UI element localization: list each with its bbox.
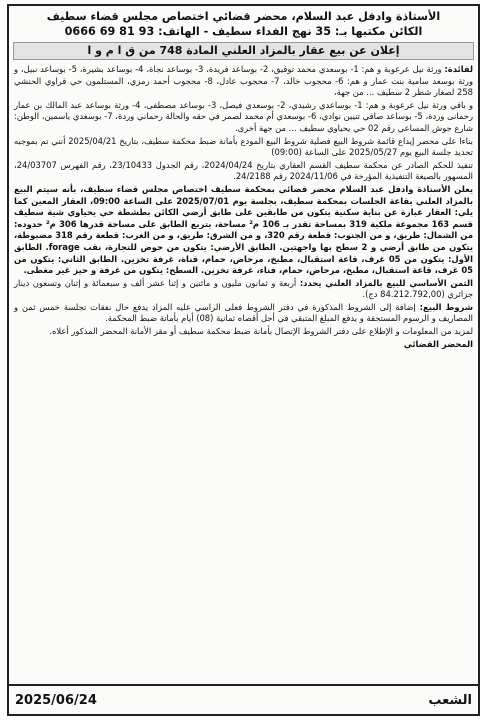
sale-conditions-label: شروط البيع: <box>419 301 473 312</box>
beneficiaries-paragraph <box>14 64 473 99</box>
info-paragraph: لمزيد من المعلومات و الإطلاع على دفتر الشروط الإتصال بأمانة ضبط محكمة سطيف أو مقر الأمانة المحضر المذكور أعلاه. <box>49 326 473 337</box>
bailiff-address-line: الكائن مكتبها بـ: 35 نهج الفداء سطيف - الهاتف: 93 81 69 0666 <box>64 25 423 38</box>
legal-notice-page <box>7 4 480 716</box>
bailiff-header <box>9 6 478 39</box>
newspaper-footer <box>9 684 478 714</box>
sale-conditions-paragraph <box>14 302 473 325</box>
deposit-paragraph: بناءا على محضر إيداع قائمة شروط البيع فصلية شروط البيع المودع بأمانة ضبط محكمة سطيف، بتاريخ 2025/04/21 أنني تم بموجبه تحديد جلسة البيع يوم 2025/05/27 على الساعة (09:00) <box>14 135 473 158</box>
newspaper-name: الشعب <box>428 692 472 708</box>
beneficiaries-label: لفائدة: <box>444 64 474 74</box>
judgment-paragraph: تنفيذ للحكم الصادر عن محكمة سطيف القسم العقاري بتاريخ 2024/04/24، رقم الجدول 23/10433، رقم الفهرس 24/03707، المسهور بالصيغة التنفيذية المؤرخة في 2024/11/06 رقم 24/2188. <box>14 159 473 182</box>
announcement-paragraph: يعلن الأستاذة وادفل عبد السلام محضر قضائي بمحكمة سطيف اختصاص مجلس قضاء سطيف، بأنه سيتم البيع بالمزاد العلني بقاعة الجلسات بمحكمة سطيف، بجلسة يوم 2025/07/01 على الساعة 09:00، العقار المعين كما يلي: العقار عبارة عن بناية سكنية يتكون من طابقين على طابق أرضي الكائن بطشطة حي يحياوي شية سطيف قسم 163 مجموعة ملكية 319 بمساحة تقدر بـ 106 م² مساحة، يتربع الطابق على مساحة قدرها 306 م² حدوده: من الشمال: طريق، و من الجنوب: قطعة رقم 320، و من الشرق: طريق، و من الغرب: قطعة رقم 318 مضبوطة، يتكون من طابق أرضي و 2 سطح بها واجهتين. الطابق الأرضي: يتكون من حوض للتجارة، نقب forage. الطابق الأول: يتكون من 05 غرف، قاعة استقبال، مطبخ، مرحاض، حمام، قناة، غرفة تخزين. الطابق الثاني: يتكون من 05 غرف، قاعة استقبال، مطبخ، مرحاض، حمام، فناء، غرفة تخزين. السطح: يتكون من غرفة و حيز غير مغطى. <box>14 183 474 276</box>
other-heirs-paragraph: و باقي ورثة نيل عرعوبة و هم: 1- بوساعدي رشيدي، 2- بوسعدي فيصل، 3- بوساعد مصطفى، 4- ورثة بوساعد عبد المالك بن عمار رحمانى وردة، 5- بوساعد صافي تنيين نوادي، 6- بوسعدي أم محمد لصمر في حقه والحالة رحماني وردة، 7- بوسعدي ياسمين، الوطن: شارع جوش المساعي رقم 02 حي يحياوي سطيف ... من جهة أخرى. <box>14 99 474 133</box>
notice-title-banner: إعلان عن بيع عقار بالمزاد العلني المادة 748 من ق ا م و ا <box>13 42 474 60</box>
base-price-paragraph <box>14 278 473 301</box>
base-price-text: أربعة و ثمانون مليون و مائتين و إثنا عشر ألف و سبعمائة و إثنان وتسعون دينار جزائري (84.212.792,00 دج). <box>14 277 473 300</box>
signature-label: المحضر القضائي <box>403 338 473 349</box>
bailiff-name-line: الأستاذة وادفل عبد السلام، محضر قضائي اختصاص مجلس قضاء سطيف <box>46 10 441 23</box>
publication-date: 2025/06/24 <box>15 692 97 708</box>
notice-body <box>9 62 478 350</box>
base-price-label: الثمن الأساسي للبيع بالمزاد العلني يحدد: <box>299 277 473 288</box>
sale-conditions-text: إضافة إلى الشروط المذكورة في دفتر الشروط فعلى الراسي عليه المزاد يدفع حال نفقات تجلسة خمس ثمن و المصاريف و الرسوم المستحقة و يدفع المبلغ المتبقي في أجل أقصاه ثمانية (08) أيام بأمانة ضبط المحكمة. <box>14 301 473 324</box>
beneficiaries-text: ورثة نيل عرعوبة و هم: 1- بوسعدي محمد توفيق، 2- بوساعد فريدة، 3- بوساعد نجاة، 4- بوساعد بشيرة، 5- بوساعد نبيل، و ورثة بوسعد سامية بنت عمار و هم: 6- محجوب خالد، 7- محجوب عادل، 8- محجوب أحمد رمزي، المستلمون حي قراوي الحنشي 258 لصغار شطر 2 سطيف ... من جهة، <box>14 64 473 98</box>
